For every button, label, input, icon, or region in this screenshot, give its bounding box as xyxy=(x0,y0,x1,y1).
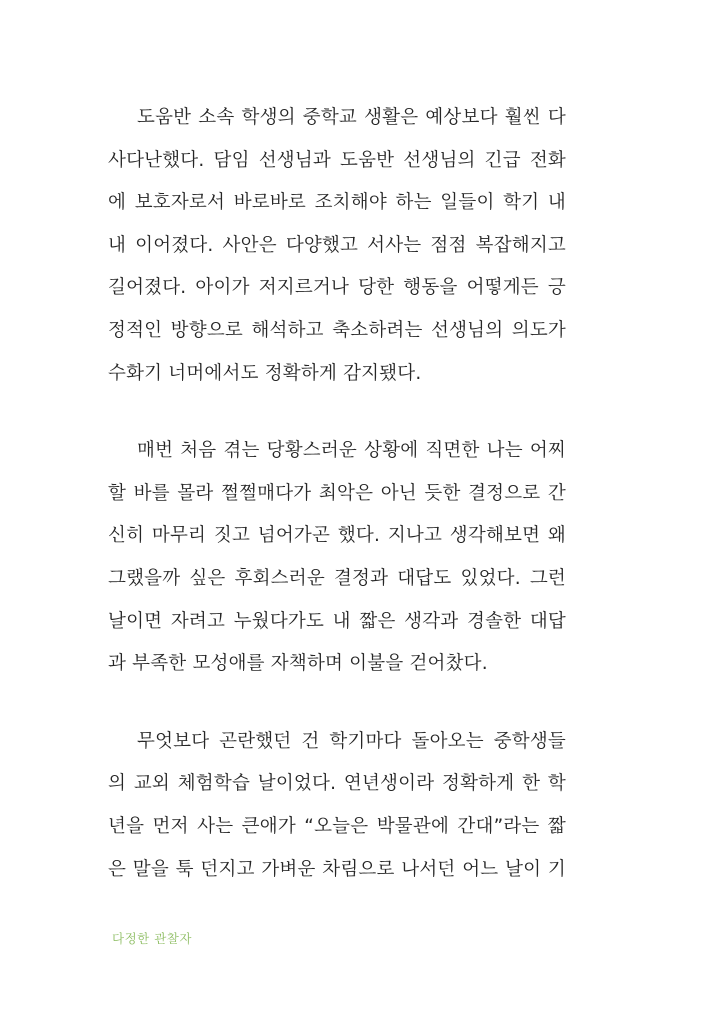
text-line: 신히 마무리 짓고 넘어가곤 했다. 지나고 생각해보면 왜 xyxy=(108,525,566,547)
paragraph-2 xyxy=(108,430,566,686)
text-line: 내 이어졌다. 사안은 다양했고 서사는 점점 복잡해지고 xyxy=(108,234,566,256)
text-line: 길어졌다. 아이가 저지르거나 당한 행동을 어떻게든 긍 xyxy=(108,277,566,299)
text-line: 정적인 방향으로 해석하고 축소하려는 선생님의 의도가 xyxy=(108,319,566,341)
text-line: 매번 처음 겪는 당황스러운 상황에 직면한 나는 어찌 xyxy=(137,440,566,462)
text-line: 은 말을 툭 던지고 가벼운 차림으로 나서던 어느 날이 기 xyxy=(108,858,566,880)
text-line: 그랬을까 싶은 후회스러운 결정과 대답도 있었다. 그런 xyxy=(108,567,566,589)
paragraph-3 xyxy=(108,721,566,891)
text-line: 도움반 소속 학생의 중학교 생활은 예상보다 훨씬 다 xyxy=(137,107,566,128)
text-line: 무엇보다 곤란했던 건 학기마다 돌아오는 중학생들 xyxy=(137,730,566,752)
text-line: 년을 먼저 사는 큰애가 “오늘은 박물관에 간대”라는 짧 xyxy=(108,815,566,837)
page-body xyxy=(108,97,566,926)
text-line: 할 바를 몰라 쩔쩔매다가 최악은 아닌 듯한 결정으로 간 xyxy=(108,482,566,504)
text-line: 날이면 자려고 누웠다가도 내 짧은 생각과 경솔한 대답 xyxy=(108,610,566,632)
text-line: 수화기 너머에서도 정확하게 감지됐다. xyxy=(108,362,422,384)
text-line: 에 보호자로서 바로바로 조치해야 하는 일들이 학기 내 xyxy=(108,192,566,214)
paragraph-1 xyxy=(108,97,566,395)
running-footer-book-title: 다정한 관찰자 xyxy=(112,931,192,946)
text-line: 의 교외 체험학습 날이었다. 연년생이라 정확하게 한 학 xyxy=(108,773,566,795)
text-line: 사다난했다. 담임 선생님과 도움반 선생님의 긴급 전화 xyxy=(108,149,566,171)
text-line: 과 부족한 모성애를 자책하며 이불을 걷어찼다. xyxy=(108,653,488,675)
